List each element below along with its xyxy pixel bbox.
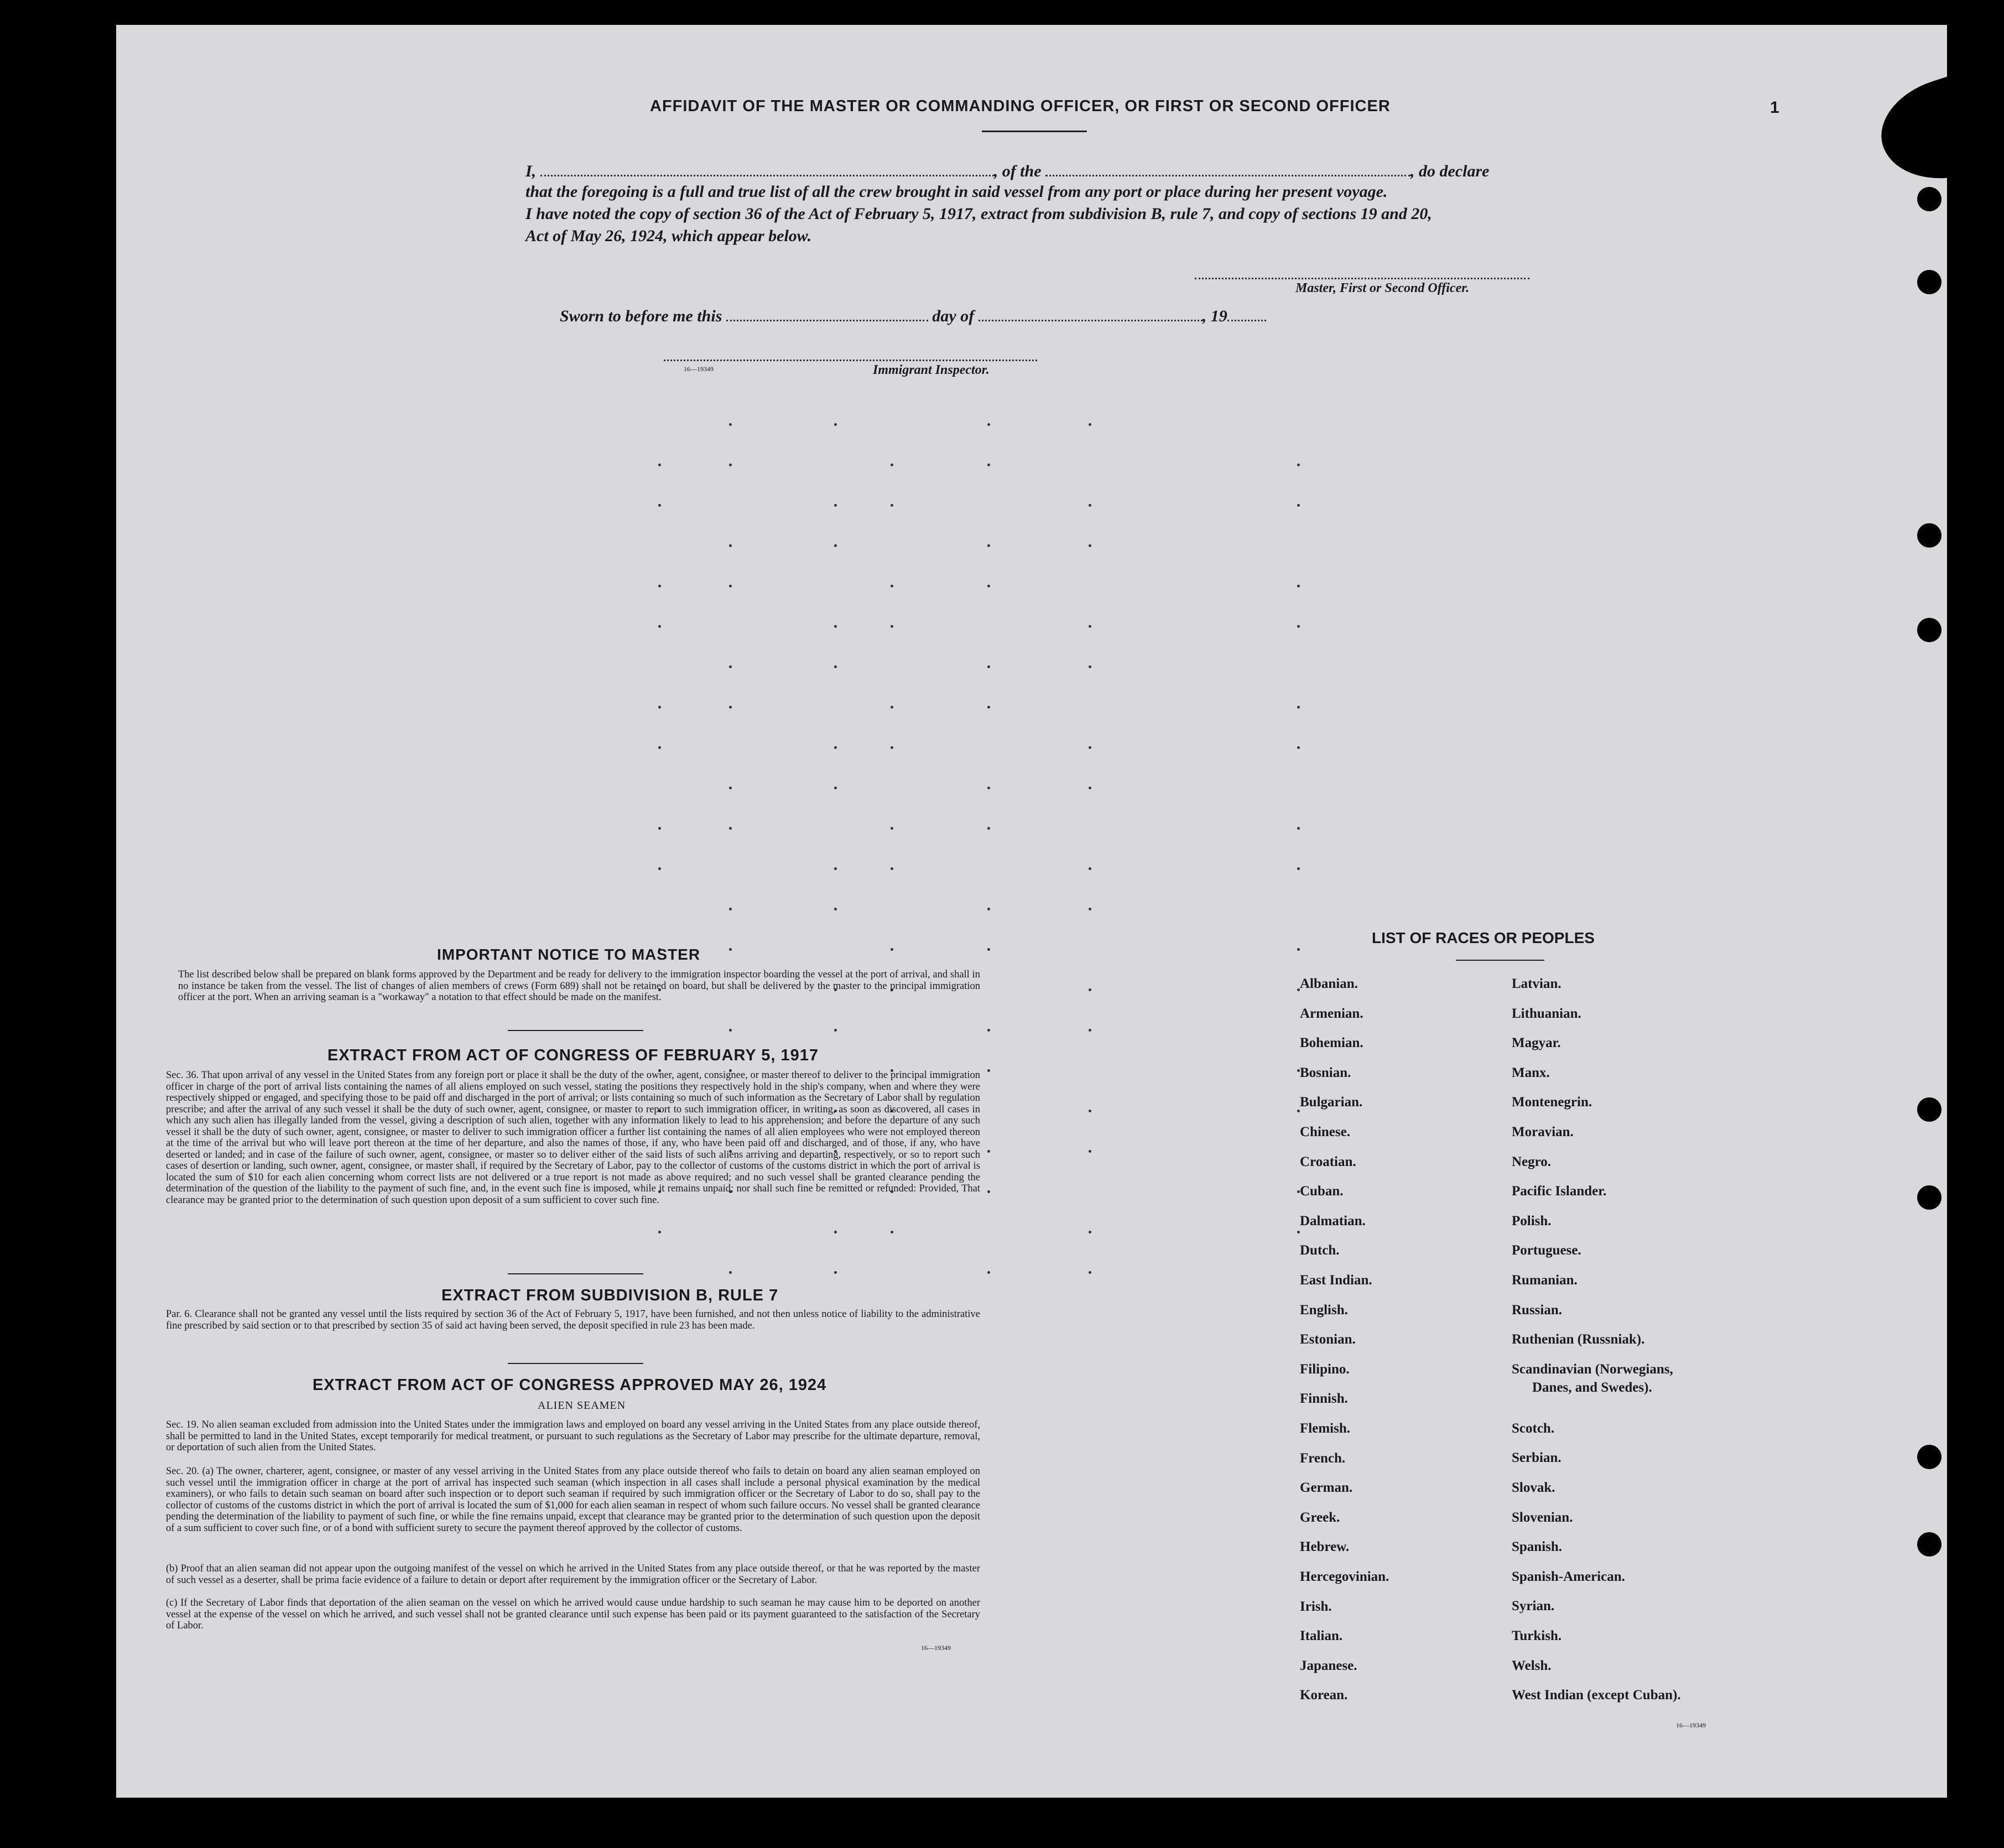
races-underline (1456, 960, 1544, 961)
bleed-dot (891, 1231, 893, 1233)
bleed-dot (1297, 706, 1300, 709)
bleed-dot (729, 948, 732, 951)
bleed-dot (987, 1150, 990, 1153)
extract-rule7-divider (508, 1363, 643, 1364)
bleed-dot (834, 544, 837, 547)
race-item: Portuguese. (1512, 1243, 1581, 1258)
race-item: Hercegovinian. (1300, 1569, 1389, 1584)
race-item: Bohemian. (1300, 1035, 1363, 1051)
bleed-dot (729, 464, 732, 466)
race-item: Italian. (1300, 1628, 1343, 1644)
bleed-dot (1089, 1029, 1091, 1032)
bleed-dot (1297, 746, 1300, 749)
race-item: Polish. (1512, 1213, 1552, 1228)
race-item: Slovak. (1512, 1480, 1555, 1495)
bleed-dot (729, 827, 732, 830)
bleed-dot (1089, 423, 1091, 426)
bleed-dot (834, 908, 837, 910)
bleed-dot (891, 867, 893, 870)
page-number: 1 (1770, 98, 1779, 117)
declaration-line-3: I have noted the copy of section 36 of the Act of February 5, 1917, extract from subdivision B, rule 7, and copy of sections 19 and 20, (525, 205, 1432, 223)
race-item: Cuban. (1300, 1184, 1344, 1199)
sec20a-text: Sec. 20. (a) The owner, charterer, agent, consignee, or master of any vessel arriving in the United States from any place outside thereof who fails to detain on board any alien seaman employed on such vessel until the immigration officer in charge at the port of arrival has inspected such seaman (which inspection in all cases shall include a personal physical examination by the medical examiners), or who fails to detain such seaman on board after such inspection or to deport such seaman if required by such immigration officer or the Secretary of Labor to do so, shall pay to the collector of customs of the customs district in which the port of arrival is located the sum of $1,000 for each alien seaman in respect of whom such failure occurs. No vessel shall be granted clearance pending the determination of the liability to payment of such fine, or while the fine remains unpaid, except that clearance may be granted prior to the determination of such question upon the deposit of a sum sufficient to cover such fine, or of a bond with sufficient surety to secure the payment thereof approved by the collector of customs. (166, 1466, 980, 1534)
race-item: Bulgarian. (1300, 1095, 1363, 1110)
bleed-dot (987, 706, 990, 709)
race-item: Finnish. (1300, 1391, 1348, 1407)
sec19-text: Sec. 19. No alien seaman excluded from admission into the United States under the immigration laws and employed on board any vessel arriving in the United States from any place outside thereof, shall be permitted to land in the United States, except temporarily for medical treatment, or pursuant to such regulations as the Secretary of Labor may prescribe for the ultimate departure, removal, or deportation of such alien from the United States. (166, 1419, 980, 1453)
bleed-dot (987, 1029, 990, 1032)
bleed-dot (987, 1069, 990, 1072)
bleed-dot (658, 746, 661, 749)
race-item: East Indian. (1300, 1273, 1372, 1288)
race-item: Manx. (1512, 1065, 1550, 1080)
bleed-dot (729, 706, 732, 709)
sec20c-text: (c) If the Secretary of Labor finds that deportation of the alien seaman on the vessel on which he arrived would cause undue hardship to such seaman he may cause him to be deported on another vessel at the expense of the vessel on which he arrived, and such vessel shall not be granted clearance until such expense has been paid or its payment guaranteed to the satisfaction of the Secretary of Labor. (166, 1597, 980, 1631)
race-item: Pacific Islander. (1512, 1184, 1607, 1199)
bleed-dot (891, 625, 893, 628)
bleed-dot (1089, 1110, 1091, 1112)
bleed-dot (1089, 625, 1091, 628)
bleed-dot (1089, 908, 1091, 910)
race-item: West Indian (except Cuban). (1512, 1688, 1681, 1703)
bleed-dot (891, 585, 893, 587)
bleed-dot (1089, 665, 1091, 668)
race-item: Rumanian. (1512, 1273, 1578, 1288)
notice-divider (508, 1030, 643, 1031)
bleed-dot (834, 1231, 837, 1233)
race-item: Spanish. (1512, 1539, 1563, 1555)
punch-hole (1917, 1445, 1941, 1469)
i-label: I, (525, 162, 537, 180)
bleed-dot (729, 423, 732, 426)
race-item: Magyar. (1512, 1035, 1561, 1051)
bleed-dot (834, 867, 837, 870)
bleed-dot (729, 585, 732, 587)
bleed-dot (1089, 1271, 1091, 1274)
race-item: Scandinavian (Norwegians, (1512, 1361, 1673, 1377)
race-item: Montenegrin. (1512, 1095, 1592, 1110)
race-item: Filipino. (1300, 1361, 1350, 1377)
bleed-dot (1297, 464, 1300, 466)
alien-seamen-subtitle: ALIEN SEAMEN (538, 1399, 626, 1412)
race-item: Albanian. (1300, 976, 1358, 991)
extract-1917-text: Sec. 36. That upon arrival of any vessel in the United States from any foreign port or place it shall be the duty of the owner, agent, consignee, or master thereof to deliver to the principal immigration officer in charge of the port of arrival lists containing the names of all aliens employed on such vessel, stating the positions they respectively hold in the ship's company, when and where they were respectively shipped or engaged, and specifying those to be paid off and discharged in the port of arrival; or lists containing so much of such information as the Secretary of Labor shall by regulation prescribe; and after the arrival of any such vessel it shall be the duty of such owner, agent, consignee, or master to report to such immigration officer, in writing, as soon as discovered, all cases in which any such alien has illegally landed from the vessel, giving a description of such alien, together with any information likely to lead to his apprehension; and before the departure of any such vessel it shall be the duty of such owner, agent, consignee, or master to deliver to such immigration officer a further list containing the names of all alien employees who were not employed thereon at the time of the arrival but who will leave port thereon at the time of her departure, and also the names of those, if any, who have been paid off and discharged, and of those, if any, who have deserted or landed; and in case of the failure of such owner, agent, consignee, or master so to deliver either of the said lists of such aliens arriving and departing, respectively, or so to report such cases of desertion or landing, such owner, agent, consignee, or master shall, if required by the Secretary of Labor, pay to the collector of customs of the customs district in which the port of arrival is located the sum of $10 for each alien concerning whom correct lists are not delivered or a true report is not made as above required; and no such vessel shall be granted clearance pending the determination of the question of the liability to the payment of such fine, and, in the event such fine is imposed, while it remains unpaid; nor shall such fine be remitted or refunded: Provided, That clearance may be granted prior to the determination of such question upon deposit of a sum sufficient to cover such fine. (166, 1070, 980, 1206)
bleed-dot (987, 1190, 990, 1193)
bleed-dot (987, 585, 990, 587)
race-item: Russian. (1512, 1302, 1563, 1318)
races-title: LIST OF RACES OR PEOPLES (1372, 929, 1595, 946)
punch-hole (1917, 523, 1941, 548)
sworn-line (560, 305, 1266, 326)
bleed-dot (1089, 988, 1091, 991)
notice-title: IMPORTANT NOTICE TO MASTER (437, 946, 701, 963)
bleed-dot (1297, 948, 1300, 951)
bleed-dot (834, 1271, 837, 1274)
race-item: Irish. (1300, 1599, 1332, 1614)
bleed-dot (729, 908, 732, 910)
bleed-dot (658, 1231, 661, 1233)
declaration-line-4: Act of May 26, 1924, which appear below. (525, 227, 812, 245)
race-item: Korean. (1300, 1688, 1348, 1703)
bleed-dot (1089, 544, 1091, 547)
race-item: German. (1300, 1480, 1353, 1496)
form-number-notice: 16—19349 (921, 1644, 951, 1652)
bleed-dot (834, 423, 837, 426)
bleed-dot (1089, 1231, 1091, 1233)
punch-hole (1917, 1532, 1941, 1557)
race-item: Ruthenian (Russniak). (1512, 1332, 1645, 1347)
bleed-dot (1089, 746, 1091, 749)
bleed-dot (658, 706, 661, 709)
extract-1924-title: EXTRACT FROM ACT OF CONGRESS APPROVED MAY 26, 1924 (313, 1376, 827, 1394)
race-item: Estonian. (1300, 1332, 1356, 1347)
race-item: Welsh. (1512, 1658, 1552, 1673)
master-signature-line[interactable] (1195, 278, 1529, 279)
bleed-dot (987, 423, 990, 426)
form-number-races: 16—19349 (1676, 1721, 1706, 1729)
punch-hole (1917, 187, 1941, 211)
bleed-dot (891, 504, 893, 507)
bleed-dot (834, 1029, 837, 1032)
race-item: Negro. (1512, 1154, 1552, 1169)
race-item: Dalmatian. (1300, 1213, 1366, 1228)
bleed-dot (891, 464, 893, 466)
race-item: Bosnian. (1300, 1065, 1351, 1080)
bleed-dot (891, 827, 893, 830)
race-item: Japanese. (1300, 1658, 1357, 1673)
title-underline (982, 131, 1087, 132)
name-field[interactable] (540, 160, 994, 176)
race-item: French. (1300, 1450, 1346, 1466)
sworn-month-field[interactable] (978, 305, 1203, 321)
bleed-dot (658, 504, 661, 507)
race-item: Turkish. (1512, 1628, 1562, 1643)
bleed-dot (987, 665, 990, 668)
bleed-dot (1297, 867, 1300, 870)
vessel-field[interactable] (1045, 160, 1410, 176)
bleed-dot (658, 625, 661, 628)
bleed-dot (834, 665, 837, 668)
race-item: Spanish-American. (1512, 1569, 1625, 1584)
race-item: Moravian. (1512, 1125, 1574, 1139)
bleed-dot (891, 746, 893, 749)
of-the-label: , of the (993, 162, 1042, 180)
inspector-signature-line[interactable] (664, 360, 1037, 361)
race-item: Armenian. (1300, 1006, 1363, 1021)
punch-hole (1917, 618, 1941, 642)
bleed-dot (658, 827, 661, 830)
sec20b-text: (b) Proof that an alien seaman did not appear upon the outgoing manifest of the vessel on which he arrived in the United States from any place outside thereof, or that he was reported by the master of such vessel as a deserter, shall be prima facie evidence of a failure to detain or deport after requirement by the immigration officer or the Secretary of Labor. (166, 1563, 980, 1586)
notice-text: The list described below shall be prepared on blank forms approved by the Department and be ready for delivery to the immigration inspector boarding the vessel at the port of arrival, and shall in no instance be taken from the vessel. The list of changes of alien members of crews (Form 689) shall not be retained on board, but shall be delivered by the master to the principal immigration officer at the port. When an arriving seaman is a "workaway" a notation to that effect should be made on the manifest. (178, 969, 980, 1003)
race-item: Flemish. (1300, 1421, 1350, 1436)
bleed-dot (729, 1029, 732, 1032)
bleed-dot (1089, 504, 1091, 507)
race-item: Syrian. (1512, 1599, 1555, 1614)
bleed-dot (891, 948, 893, 951)
race-item: Greek. (1300, 1509, 1340, 1525)
race-item: Dutch. (1300, 1243, 1340, 1258)
bleed-dot (834, 787, 837, 789)
punch-hole (1917, 270, 1941, 294)
form-number-top: 16—19349 (684, 365, 714, 373)
do-declare-label: , do declare (1410, 162, 1490, 180)
bleed-dot (891, 706, 893, 709)
race-item: Croatian. (1300, 1154, 1356, 1169)
punch-hole (1917, 1185, 1941, 1210)
extract-rule7-title: EXTRACT FROM SUBDIVISION B, RULE 7 (441, 1287, 779, 1304)
race-item: Danes, and Swedes). (1532, 1380, 1652, 1395)
punch-hole (1917, 1097, 1941, 1122)
bleed-dot (1297, 504, 1300, 507)
race-item: Serbian. (1512, 1450, 1561, 1466)
extract-1917-divider (508, 1273, 643, 1274)
extract-1917-title: EXTRACT FROM ACT OF CONGRESS OF FEBRUARY 5, 1917 (327, 1047, 819, 1064)
bleed-dot (729, 1271, 732, 1274)
bleed-dot (1297, 827, 1300, 830)
bleed-dot (1297, 1231, 1300, 1233)
bleed-dot (987, 1271, 990, 1274)
bleed-dot (834, 746, 837, 749)
race-item: Scotch. (1512, 1420, 1555, 1436)
bleed-dot (729, 665, 732, 668)
bleed-dot (987, 827, 990, 830)
year-label: , 19 (1202, 307, 1227, 325)
race-item: Chinese. (1300, 1125, 1350, 1139)
sworn-label: Sworn to before me this (560, 307, 722, 325)
bleed-dot (987, 948, 990, 951)
race-item: Latvian. (1512, 976, 1561, 991)
master-signature-label: Master, First or Second Officer. (1295, 281, 1470, 295)
bleed-dot (1089, 867, 1091, 870)
bleed-dot (987, 544, 990, 547)
bleed-dot (834, 625, 837, 628)
bleed-dot (729, 544, 732, 547)
declaration-line-2: that the foregoing is a full and true list of all the crew brought in said vessel from any port or place during her present voyage. (525, 183, 1388, 201)
extract-rule7-text: Par. 6. Clearance shall not be granted any vessel until the lists required by section 36 of the Act of February 5, 1917, have been furnished, and not then unless notice of liability to the administrative fine prescribed by said section or to that prescribed by section 35 of said act having been served, the deposit specified in rule 23 has been made. (166, 1309, 980, 1331)
bleed-dot (1089, 1150, 1091, 1153)
bleed-dot (658, 585, 661, 587)
bleed-dot (729, 787, 732, 789)
bleed-dot (658, 867, 661, 870)
race-item: English. (1300, 1302, 1348, 1318)
bleed-dot (1089, 787, 1091, 789)
race-item: Slovenian. (1512, 1509, 1573, 1525)
bleed-dot (987, 787, 990, 789)
bleed-dot (658, 464, 661, 466)
affidavit-title: AFFIDAVIT OF THE MASTER OR COMMANDING OFFICER, OR FIRST OR SECOND OFFICER (650, 97, 1391, 115)
bleed-dot (987, 464, 990, 466)
declaration-line-1 (525, 160, 1489, 181)
sworn-year-field[interactable] (1227, 305, 1266, 321)
bleed-dot (1297, 625, 1300, 628)
bleed-dot (987, 908, 990, 910)
inspector-label: Immigrant Inspector. (873, 363, 990, 377)
bleed-dot (834, 504, 837, 507)
bleed-dot (1297, 585, 1300, 587)
race-item: Lithuanian. (1512, 1006, 1581, 1021)
race-item: Hebrew. (1300, 1539, 1350, 1555)
day-of-label: day of (932, 307, 975, 325)
sworn-day-field[interactable] (726, 305, 928, 321)
